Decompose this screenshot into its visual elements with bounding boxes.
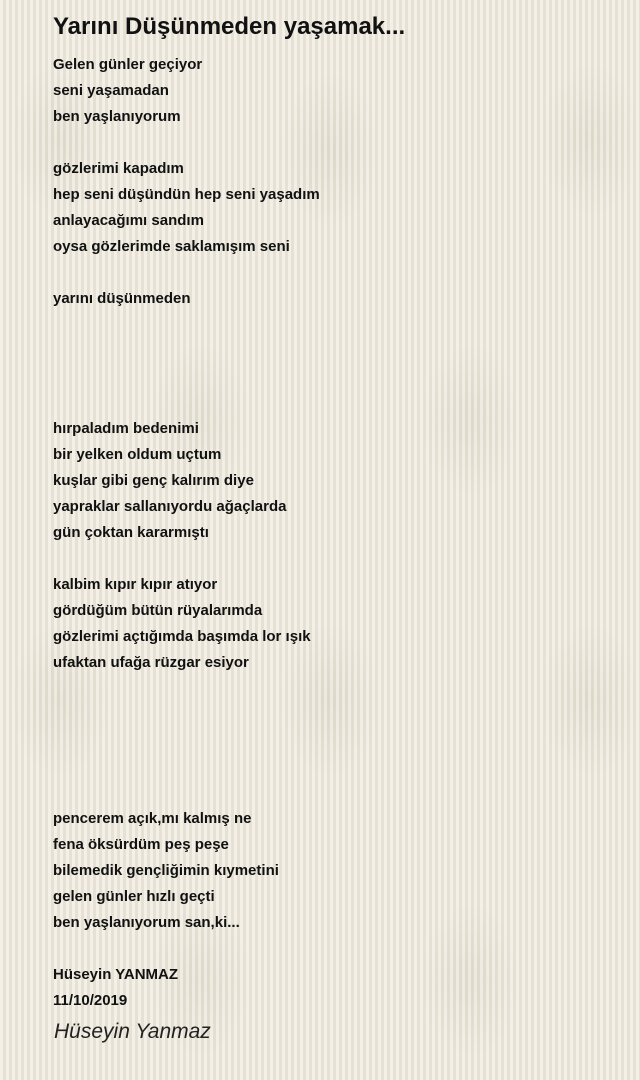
poem-line: 11/10/2019 (53, 992, 128, 1009)
poem-line: yarını düşünmeden (53, 290, 191, 307)
poem-body (53, 52, 613, 1014)
poem-line: bilemedik gençliğimin kıymetini (53, 862, 279, 879)
stanza-gap (53, 754, 613, 780)
poem-line: ben yaşlanıyorum san,ki... (53, 914, 240, 931)
stanza-gap (53, 676, 613, 702)
poem-title: Yarını Düşünmeden yaşamak... (53, 13, 406, 40)
stanza-gap (53, 364, 613, 390)
poem-line: oysa gözlerimde saklamışım seni (53, 238, 290, 255)
poem-line: ufaktan ufağa rüzgar esiyor (53, 654, 249, 671)
author-signature: Hüseyin Yanmaz (54, 1020, 211, 1043)
poem-line: Gelen günler geçiyor (53, 56, 203, 73)
poem-line: Hüseyin YANMAZ (53, 966, 179, 983)
stanza-gap (53, 546, 613, 572)
poem-line: gün çoktan kararmıştı (53, 524, 209, 541)
stanza-gap (53, 338, 613, 364)
poem-line: kuşlar gibi genç kalırım diye (53, 472, 254, 489)
stanza-gap (53, 260, 613, 286)
stanza-gap (53, 728, 613, 754)
poem-line: bir yelken oldum uçtum (53, 446, 222, 463)
poem-line: kalbim kıpır kıpır atıyor (53, 576, 218, 593)
stanza-gap (53, 780, 613, 806)
stanza-gap (53, 312, 613, 338)
poem-line: hırpaladım bedenimi (53, 420, 199, 437)
stanza-gap (53, 702, 613, 728)
poem-line: seni yaşamadan (53, 82, 169, 99)
poem-line: anlayacağımı sandım (53, 212, 204, 229)
stanza-gap (53, 130, 613, 156)
stanza-gap (53, 936, 613, 962)
poem-line: hep seni düşündün hep seni yaşadım (53, 186, 320, 203)
poem-line: gelen günler hızlı geçti (53, 888, 215, 905)
poem-line: fena öksürdüm peş peşe (53, 836, 229, 853)
stanza-gap (53, 390, 613, 416)
poem-line: gözlerimi açtığımda başımda lor ışık (53, 628, 311, 645)
poem-line: pencerem açık,mı kalmış ne (53, 810, 252, 827)
poem-line: gözlerimi kapadım (53, 160, 184, 177)
poem-line: gördüğüm bütün rüyalarımda (53, 602, 263, 619)
poem-line: ben yaşlanıyorum (53, 108, 181, 125)
poem-line: yapraklar sallanıyordu ağaçlarda (53, 498, 287, 515)
